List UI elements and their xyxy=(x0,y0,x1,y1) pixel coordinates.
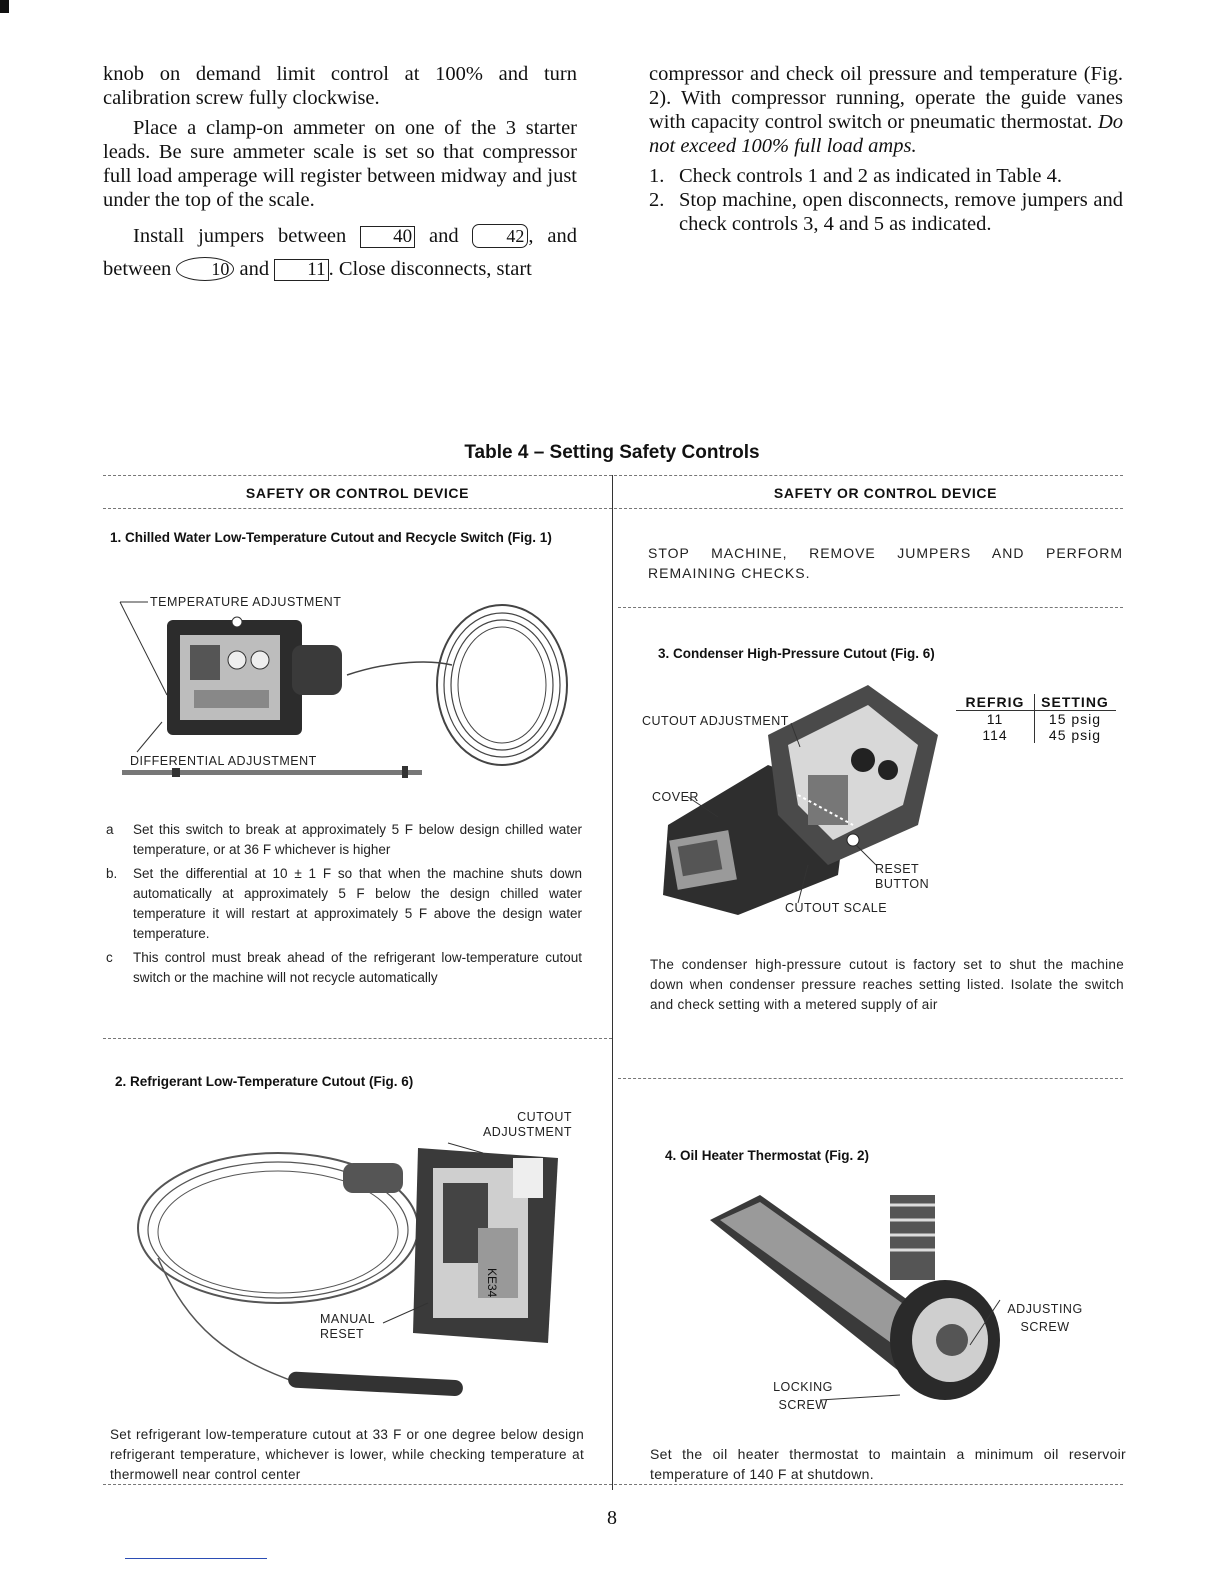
text: and xyxy=(239,258,270,280)
item-text: This control must break ahead of the refrigerant low-temperature cutout switch or the machine will not recycle automatically xyxy=(133,950,582,985)
column-divider xyxy=(612,475,613,1490)
refrigerant-settings-table xyxy=(956,694,1116,743)
capillary-coil xyxy=(347,605,567,765)
step-number: 2. xyxy=(649,189,665,211)
column-header-left: SAFETY OR CONTROL DEVICE xyxy=(245,485,470,501)
terminal-11: 11 xyxy=(274,259,328,281)
item-marker: c xyxy=(106,950,113,965)
label-differential-adjustment: DIFFERENTIAL ADJUSTMENT xyxy=(130,754,317,768)
section-4-note: Set the oil heater thermostat to maintain a minimum oil reservoir temperature of 140 F at shutdown. xyxy=(650,1446,1126,1482)
figure-low-temp-cutout-recycle-switch xyxy=(112,590,592,805)
paragraph: Place a clamp-on ammeter on one of the 3 starter leads. Be sure ammeter scale is set so that compressor full load amperage will register between midway and just under the top of the scale. xyxy=(103,117,577,211)
table-top-rule xyxy=(103,475,1123,476)
header-setting: SETTING xyxy=(1034,694,1115,710)
label-temperature-adjustment: TEMPERATURE ADJUSTMENT xyxy=(150,595,342,609)
text: compressor and check oil pressure and temperature (Fig. 2). With compressor running, operate the guide vanes with capacity control switch or pneumatic thermostat. xyxy=(649,63,1123,133)
section-4-heading: 4. Oil Heater Thermostat (Fig. 2) xyxy=(665,1148,870,1163)
terminal-10: 10 xyxy=(176,257,234,281)
control-housing xyxy=(167,617,342,735)
text: Install jumpers between xyxy=(133,225,347,247)
label-manual-reset: MANUAL RESET xyxy=(320,1312,375,1341)
column-header-right: SAFETY OR CONTROL DEVICE xyxy=(773,485,998,501)
paragraph: knob on demand limit control at 100% and turn calibration screw fully clockwise. xyxy=(103,63,577,109)
row-rule-left xyxy=(103,1038,612,1039)
label-cover: COVER xyxy=(652,790,699,804)
section-1-heading: 1. Chilled Water Low-Temperature Cutout and Recycle Switch (Fig. 1) xyxy=(110,530,552,545)
leader-line xyxy=(120,602,167,695)
sensing-bulb xyxy=(122,770,422,775)
step-text: Check controls 1 and 2 as indicated in Table 4. xyxy=(679,165,1063,187)
item-text: Set the differential at 10 ± 1 F so that when the machine shuts down automatically at approximately 5 F below the design chilled water temperature it will restart at approximately 5 F above the design water temperature. xyxy=(133,866,582,941)
table-header-row xyxy=(956,694,1116,711)
sensing-bulb xyxy=(288,1371,464,1396)
row-rule-right xyxy=(618,607,1123,608)
list-item xyxy=(106,948,582,988)
text: . Close disconnects, start xyxy=(328,258,532,280)
bottom-rule xyxy=(125,1558,267,1559)
list-item xyxy=(649,188,1123,236)
stop-machine-instruction: STOP MACHINE, REMOVE JUMPERS AND PERFORM REMAINING CHECKS. xyxy=(648,545,1123,581)
item-marker: b. xyxy=(106,866,118,881)
table-title: Table 4 – Setting Safety Controls xyxy=(464,442,760,463)
list-item xyxy=(106,820,582,860)
section-1-items xyxy=(106,820,582,988)
warning-text: Do not exceed 100% full load amps. xyxy=(649,111,1123,157)
label-cutout-scale: CUTOUT SCALE xyxy=(785,901,888,915)
section-3-heading: 3. Condenser High-Pressure Cutout (Fig. 6) xyxy=(658,646,935,661)
table-cell: 11 xyxy=(986,711,1004,727)
corner-mark xyxy=(0,0,9,13)
table-row xyxy=(956,711,1116,727)
label-cutout-adjustment: CUTOUT ADJUSTMENT xyxy=(482,1110,572,1139)
paragraph-jumpers xyxy=(103,220,577,286)
device-marking: KE34 xyxy=(485,1268,499,1298)
table-row xyxy=(956,727,1116,743)
list-item xyxy=(106,864,582,944)
figure-refrigerant-low-temp-cutout xyxy=(128,1108,588,1408)
thermostat-body xyxy=(710,1195,1000,1400)
list-item xyxy=(649,164,1123,188)
row-rule-right xyxy=(618,1078,1123,1079)
label-adjusting-screw: ADJUSTING SCREW xyxy=(1007,1302,1083,1334)
table-cell: 114 xyxy=(982,727,1008,743)
item-text: Set this switch to break at approximately 5 F below design chilled water temperature, or at 36 F whichever is higher xyxy=(133,822,582,857)
section-3-note: The condenser high-pressure cutout is factory set to shut the machine down when condenser pressure reaches setting listed. Isolate the switch and check setting with a metered supply of air xyxy=(650,957,1124,1012)
header-bottom-rule xyxy=(103,508,1123,509)
label-cutout-adjustment: CUTOUT ADJUSTMENT xyxy=(642,714,789,728)
section-2-note: Set refrigerant low-temperature cutout at 33 F or one degree below design refrigerant temperature, whichever is lower, while checking temperature at thermowell near control center xyxy=(110,1427,584,1482)
label-reset-button: RESET BUTTON xyxy=(875,862,930,891)
terminal-40: 40 xyxy=(360,226,415,248)
table-cell: 15 psig xyxy=(1034,711,1115,727)
page-number: 8 xyxy=(607,1507,617,1529)
header-refrig: REFRIG xyxy=(965,694,1025,710)
leader-line xyxy=(137,722,162,752)
terminal-42: 42 xyxy=(472,224,528,248)
table-cell: 45 psig xyxy=(1034,727,1115,743)
label-locking-screw: LOCKING SCREW xyxy=(773,1380,833,1412)
section-2-heading: 2. Refrigerant Low-Temperature Cutout (Fig. 6) xyxy=(115,1074,414,1089)
text: , and between xyxy=(103,225,577,280)
left-text-column xyxy=(103,62,577,286)
item-marker: a xyxy=(106,822,114,837)
text: and xyxy=(428,225,459,247)
right-text-column xyxy=(649,62,1123,236)
step-text: Stop machine, open disconnects, remove jumpers and check controls 3, 4 and 5 as indicated. xyxy=(679,189,1123,235)
figure-oil-heater-thermostat xyxy=(700,1190,1020,1420)
steps-list xyxy=(649,164,1123,236)
paragraph xyxy=(649,62,1123,158)
step-number: 1. xyxy=(649,165,665,187)
